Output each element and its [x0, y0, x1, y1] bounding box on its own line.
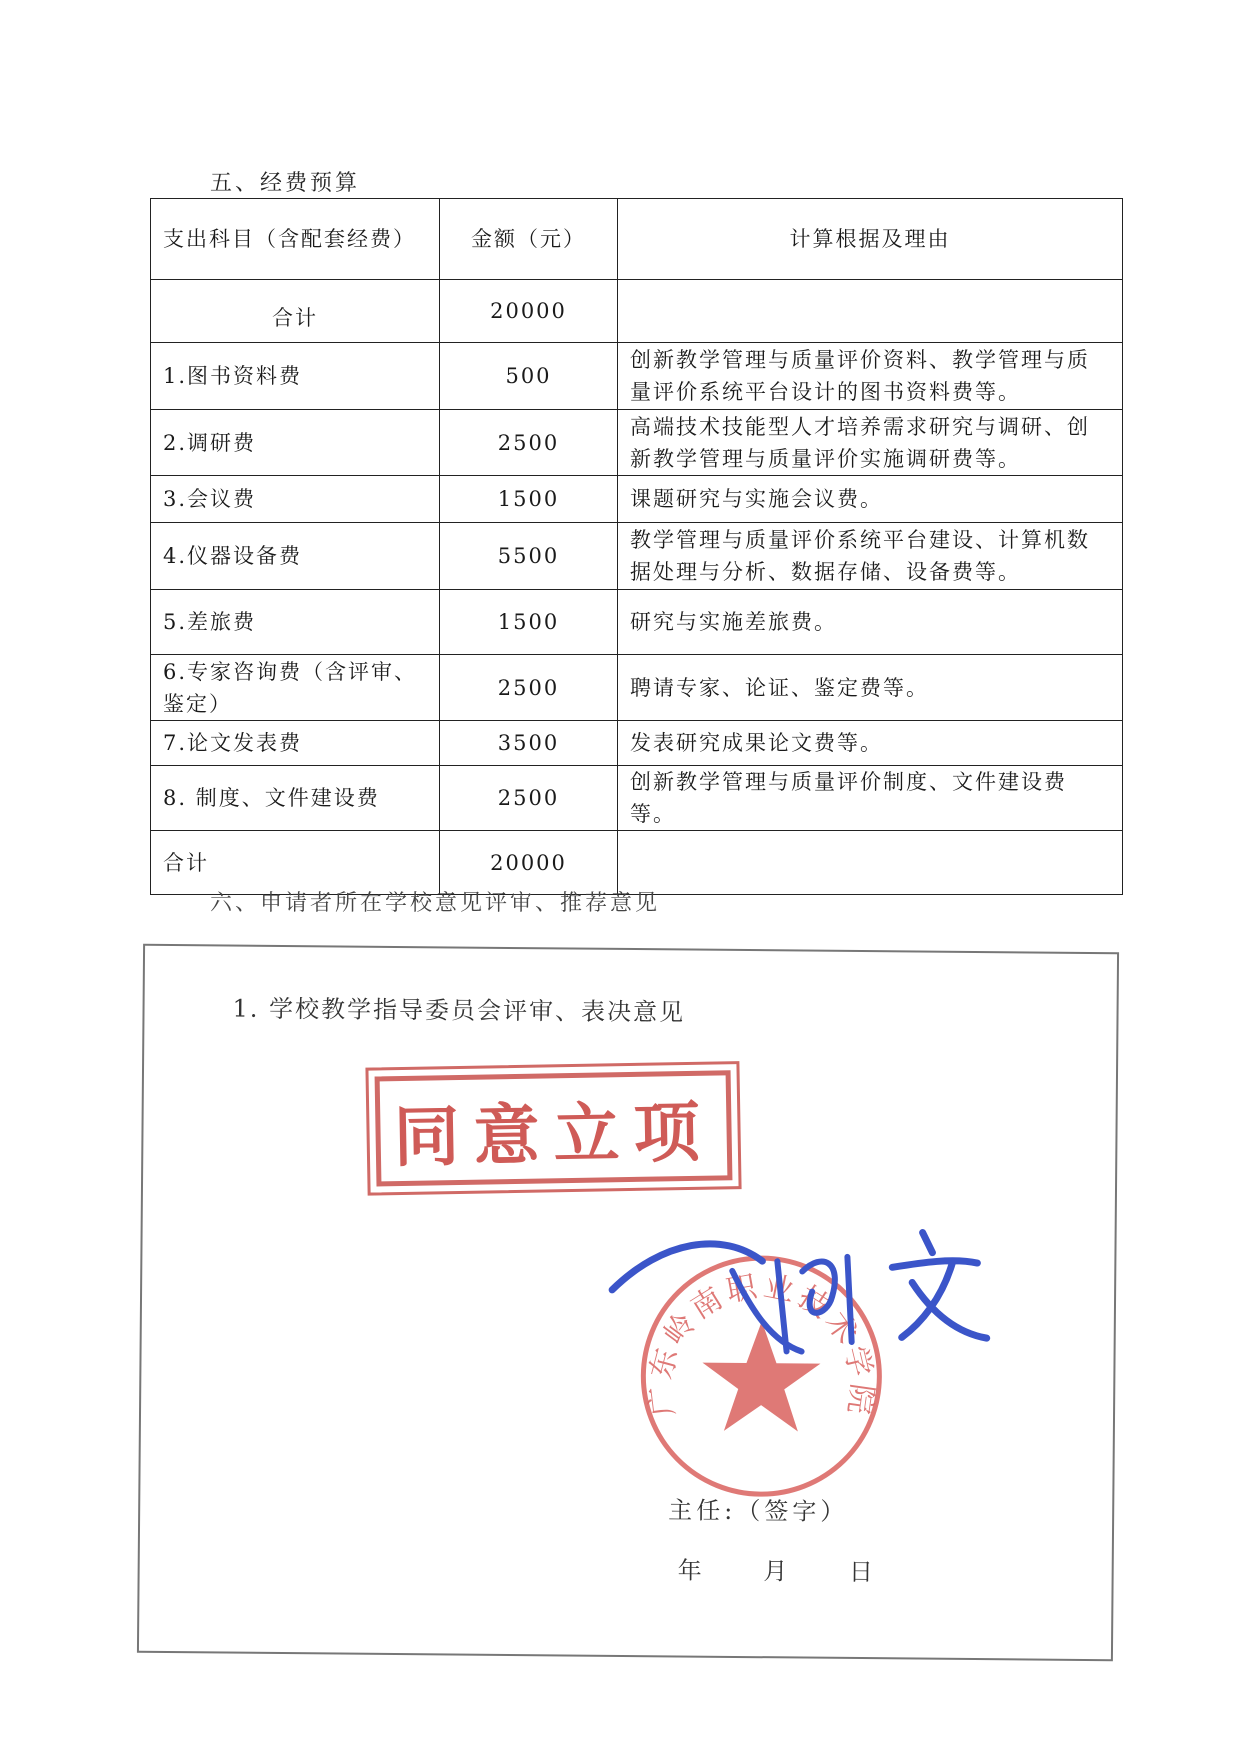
row-item: 5.差旅费 — [151, 590, 440, 655]
row-amount: 2500 — [440, 766, 618, 831]
row-amount: 20000 — [440, 280, 618, 343]
section-five-title: 五、经费预算 — [210, 171, 361, 196]
table-row — [151, 410, 1123, 476]
header-amount: 金额（元） — [440, 199, 618, 280]
row-reason: 发表研究成果论文费等。 — [618, 721, 1123, 766]
section-six-title: 六、申请者所在学校意见评审、推荐意见 — [210, 891, 661, 916]
row-item: 1.图书资料费 — [151, 343, 440, 410]
row-amount: 3500 — [440, 721, 618, 766]
row-item: 2.调研费 — [151, 410, 440, 476]
committee-opinion-heading: 1. 学校教学指导委员会评审、表决意见 — [232, 994, 686, 1027]
row-item: 7.论文发表费 — [151, 721, 440, 766]
row-reason: 创新教学管理与质量评价资料、教学管理与质量评价系统平台设计的图书资料费等。 — [618, 343, 1123, 410]
table-row — [151, 523, 1123, 590]
table-row — [151, 476, 1123, 523]
row-item: 3.会议费 — [151, 476, 440, 523]
table-row — [151, 766, 1123, 831]
header-item: 支出科目（含配套经费） — [151, 199, 440, 280]
approval-stamp-text: 同意立项 — [392, 1092, 715, 1176]
table-row — [151, 831, 1123, 895]
director-signature-icon — [601, 1200, 1002, 1373]
row-reason: 创新教学管理与质量评价制度、文件建设费等。 — [618, 766, 1123, 831]
row-reason — [618, 280, 1123, 343]
table-header-row — [151, 199, 1123, 280]
row-amount: 1500 — [440, 590, 618, 655]
table-row — [151, 343, 1123, 410]
row-amount: 500 — [440, 343, 618, 410]
row-reason: 高端技术技能型人才培养需求研究与调研、创新教学管理与质量评价实施调研费等。 — [618, 410, 1123, 476]
header-reason: 计算根据及理由 — [618, 199, 1123, 280]
date-month: 月 — [763, 1557, 788, 1586]
row-amount: 5500 — [440, 523, 618, 590]
date-day: 日 — [848, 1557, 874, 1587]
approval-stamp — [375, 1070, 733, 1186]
row-amount: 1500 — [440, 476, 618, 523]
table-row — [151, 655, 1123, 721]
svg-text:广东岭南职业技术学院: 广东岭南职业技术学院 — [643, 1268, 880, 1421]
row-amount: 2500 — [440, 410, 618, 476]
director-signature-label: 主任:（签字） — [668, 1496, 849, 1526]
budget-table — [150, 198, 1123, 895]
date-year: 年 — [677, 1556, 702, 1585]
row-reason: 课题研究与实施会议费。 — [618, 476, 1123, 523]
row-reason — [618, 831, 1123, 895]
row-amount: 20000 — [440, 831, 618, 895]
row-item: 6.专家咨询费（含评审、鉴定） — [151, 655, 440, 721]
row-reason: 研究与实施差旅费。 — [618, 590, 1123, 655]
row-reason: 聘请专家、论证、鉴定费等。 — [618, 655, 1123, 721]
row-reason: 教学管理与质量评价系统平台建设、计算机数据处理与分析、数据存储、设备费等。 — [618, 523, 1123, 590]
table-row — [151, 721, 1123, 766]
date-line — [678, 1550, 900, 1587]
school-review-box — [137, 944, 1119, 1661]
row-item: 8. 制度、文件建设费 — [151, 766, 440, 831]
row-item: 合计 — [151, 831, 440, 895]
row-amount: 2500 — [440, 655, 618, 721]
row-item: 4.仪器设备费 — [151, 523, 440, 590]
row-item: 合计 — [151, 280, 440, 343]
table-row — [151, 590, 1123, 655]
table-row — [151, 280, 1123, 343]
